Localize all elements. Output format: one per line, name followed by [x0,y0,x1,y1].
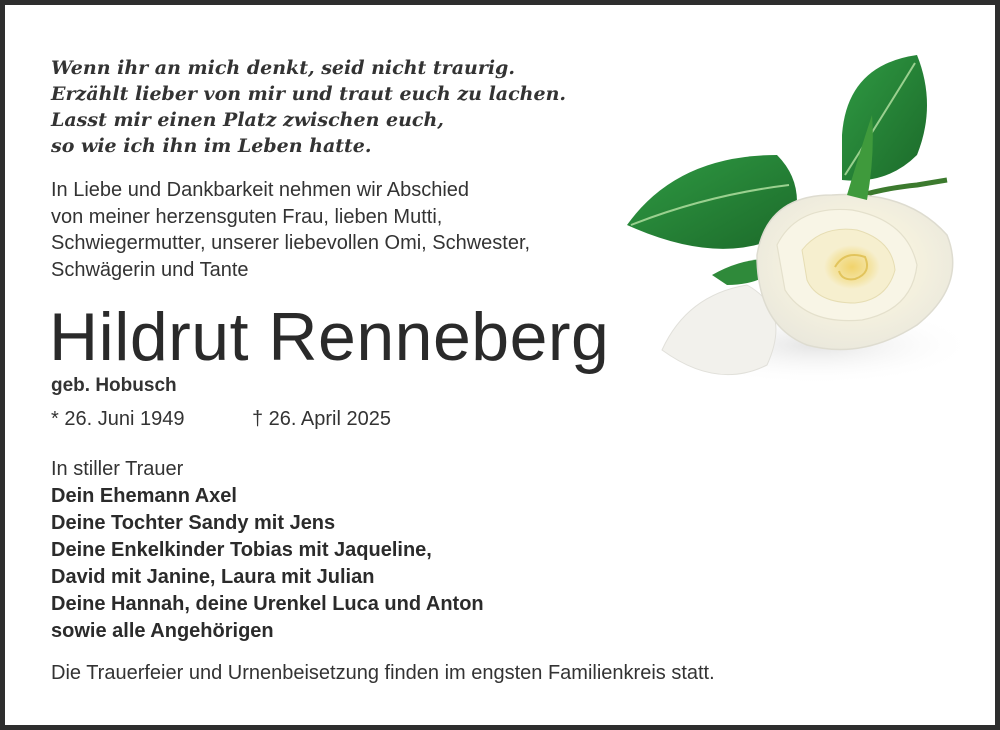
funeral-note: Die Trauerfeier und Urnenbeisetzung finden im engsten Familienkreis statt. [51,662,715,684]
mourner-line: Dein Ehemann Axel [51,485,237,507]
poem [51,55,566,159]
farewell-line: In Liebe und Dankbarkeit nehmen wir Abschied [51,179,470,201]
birth-date: * 26. Juni 1949 [51,408,185,430]
poem-line: Erzählt lieber von mir und traut euch zu lachen. [51,83,567,105]
mourners-list [51,456,484,645]
farewell-line: Schwiegermutter, unserer liebevollen Omi, Schwester, [51,232,531,254]
poem-line: Lasst mir einen Platz zwischen euch, [51,109,444,131]
mourner-line: Deine Tochter Sandy mit Jens [51,512,336,534]
mourners-lead: In stiller Trauer [51,458,184,480]
farewell-text [51,177,530,283]
mourner-line: sowie alle Angehörigen [51,620,274,642]
life-dates [51,408,391,431]
mourner-line: David mit Janine, Laura mit Julian [51,566,375,588]
maiden-name: geb. Hobusch [51,375,177,396]
mourner-line: Deine Enkelkinder Tobias mit Jaqueline, [51,539,432,561]
poem-line: Wenn ihr an mich denkt, seid nicht traurig. [51,57,515,79]
deceased-name: Hildrut Renneberg [49,299,610,375]
mourner-line: Deine Hannah, deine Urenkel Luca und Anton [51,593,484,615]
death-date: † 26. April 2025 [252,408,391,430]
white-rose-icon [617,45,977,395]
farewell-line: Schwägerin und Tante [51,258,249,281]
farewell-line: von meiner herzensguten Frau, lieben Mutti, [51,205,443,228]
poem-line: so wie ich ihn im Leben hatte. [51,135,372,157]
